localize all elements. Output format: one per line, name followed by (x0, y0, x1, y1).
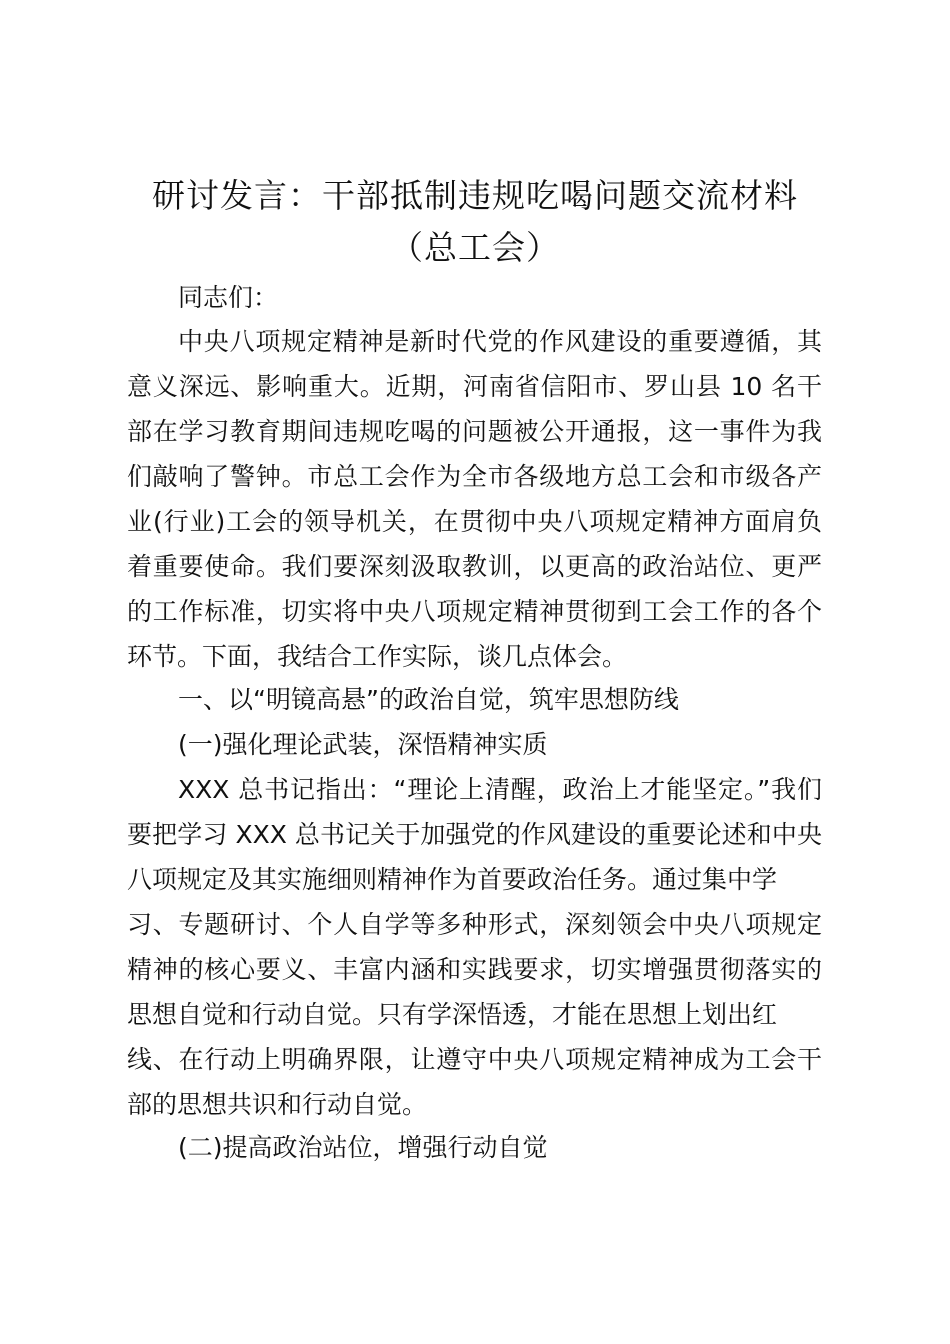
paragraph-line: 中央八项规定精神是新时代党的作风建设的重要遵循，其 (178, 327, 822, 356)
paragraph-line: 思想自觉和行动自觉。只有学深悟透，才能在思想上划出红 (127, 1000, 778, 1029)
paragraph-line: 部的思想共识和行动自觉。 (127, 1090, 428, 1119)
paragraph-line: 环节。下面，我结合工作实际，谈几点体会。 (127, 642, 628, 671)
paragraph-line: 业(行业)工会的领导机关，在贯彻中央八项规定精神方面肩负 (127, 507, 822, 536)
paragraph-line: 意义深远、影响重大。近期，河南省信阳市、罗山县 10 名干 (127, 372, 822, 401)
section-heading: 一、以“明镜高悬”的政治自觉，筑牢思想防线 (178, 685, 679, 714)
document-title: 研讨发言：干部抵制违规吃喝问题交流材料 (152, 176, 798, 215)
salutation: 同志们： (178, 283, 279, 312)
paragraph-line: 线、在行动上明确界限，让遵守中央八项规定精神成为工会干 (127, 1045, 822, 1074)
paragraph-line: 的工作标准，切实将中央八项规定精神贯彻到工会工作的各个 (127, 597, 822, 626)
paragraph-line: 要把学习 XXX 总书记关于加强党的作风建设的重要论述和中央 (127, 820, 822, 849)
paragraph-line: 着重要使命。我们要深刻汲取教训，以更高的政治站位、更严 (127, 552, 822, 581)
paragraph-line: XXX 总书记指出：“理论上清醒，政治上才能坚定。”我们 (178, 775, 822, 804)
paragraph-line: 八项规定及其实施细则精神作为首要政治任务。通过集中学 (127, 865, 778, 894)
subsection-heading: (一)强化理论武装，深悟精神实质 (178, 730, 548, 759)
paragraph-line: 习、专题研讨、个人自学等多种形式，深刻领会中央八项规定 (127, 910, 822, 939)
paragraph-line: 部在学习教育期间违规吃喝的问题被公开通报，这一事件为我 (127, 417, 822, 446)
subsection-heading: (二)提高政治站位，增强行动自觉 (178, 1133, 548, 1162)
paragraph-line: 精神的核心要义、丰富内涵和实践要求，切实增强贯彻落实的 (127, 955, 822, 984)
document-subtitle: （总工会） (390, 228, 560, 267)
paragraph-line: 们敲响了警钟。市总工会作为全市各级地方总工会和市级各产 (127, 462, 822, 491)
